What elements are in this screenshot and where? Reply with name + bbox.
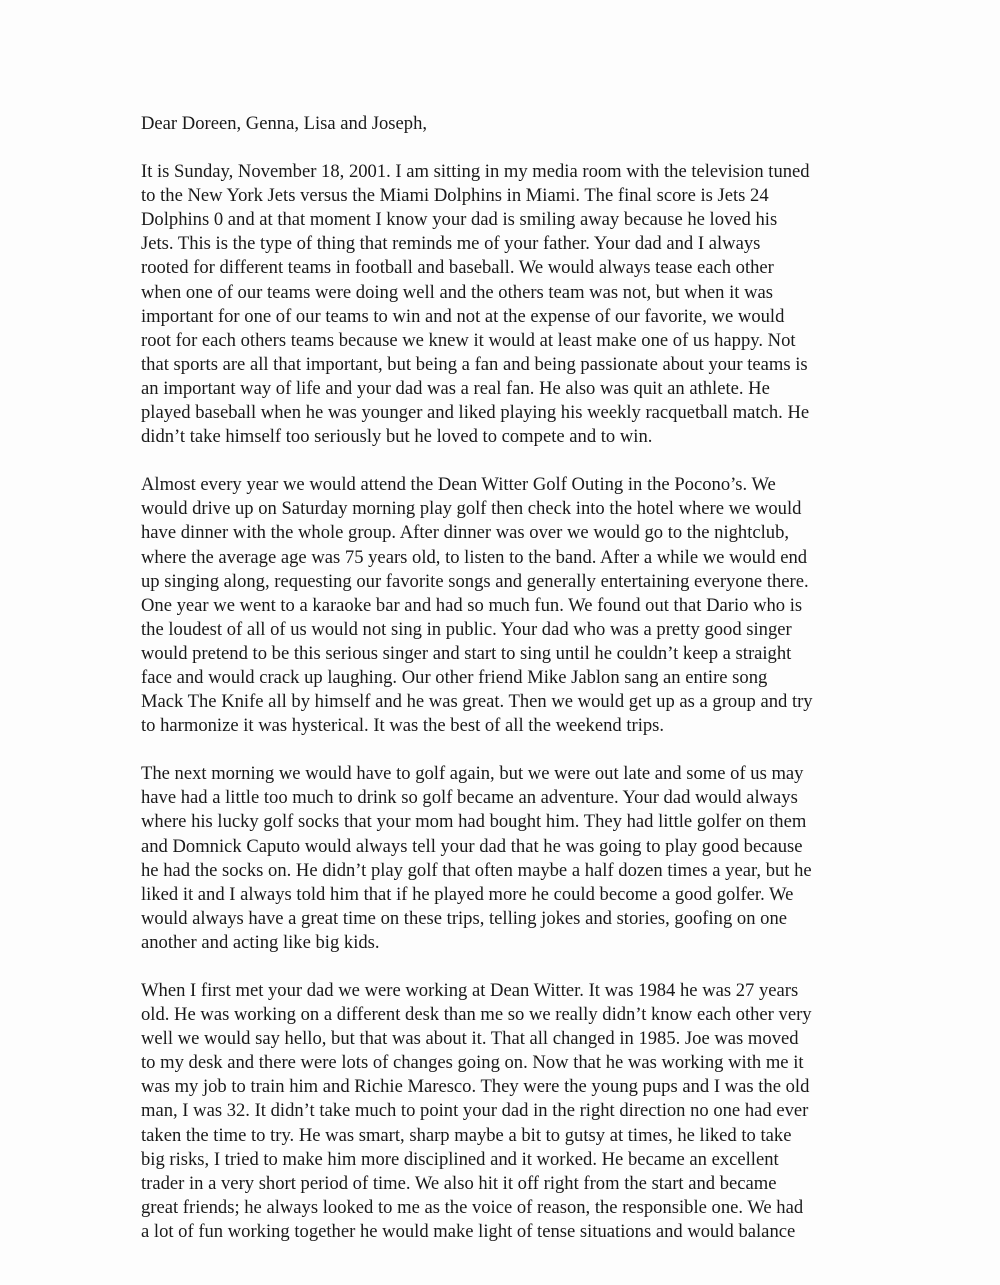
text-line: The next morning we would have to golf again, but we were out late and some of us may — [141, 763, 804, 785]
text-line: would drive up on Saturday morning play golf then check into the hotel where we would — [141, 498, 802, 520]
text-line: he had the socks on. He didn’t play golf that often maybe a half dozen times a year, but he — [141, 859, 812, 881]
text-line: trader in a very short period of time. We also hit it off right from the start and became — [141, 1172, 777, 1194]
paragraph — [141, 762, 871, 955]
text-line: to harmonize it was hysterical. It was the best of all the weekend trips. — [141, 715, 665, 737]
text-line: was my job to train him and Richie Maresco. They were the young pups and I was the old — [141, 1076, 810, 1098]
text-line: rooted for different teams in football and baseball. We would always tease each other — [141, 257, 774, 279]
text-line: When I first met your dad we were working at Dean Witter. It was 1984 he was 27 years — [141, 980, 799, 1001]
text-line: well we would say hello, but that was about it. That all changed in 1985. Joe was moved — [141, 1028, 799, 1050]
text-line: Mack The Knife all by himself and he was great. Then we would get up as a group and try — [141, 691, 813, 713]
text-line: played baseball when he was younger and liked playing his weekly racquetball match. He — [141, 402, 810, 424]
text-line: Dolphins 0 and at that moment I know your dad is smiling away because he loved his — [141, 209, 778, 231]
text-line: old. He was working on a different desk than me so we really didn’t know each other very — [141, 1004, 812, 1026]
text-line: have had a little too much to drink so golf became an adventure. Your dad would always — [141, 787, 798, 809]
text-line: root for each others teams because we knew it would at least make one of us happy. Not — [141, 329, 796, 351]
text-line: would pretend to be this serious singer and start to sing until he couldn’t keep a straight — [141, 642, 792, 664]
paragraph — [141, 160, 871, 449]
text-line: didn’t take himself too seriously but he loved to compete and to win. — [141, 426, 653, 448]
text-line: liked it and I always told him that if he played more he could become a good golfer. We — [141, 883, 794, 905]
text-line: It is Sunday, November 18, 2001. I am sitting in my media room with the television tuned — [141, 161, 810, 183]
text-line: taken the time to try. He was smart, sharp maybe a bit to gutsy at times, he liked to take — [141, 1124, 792, 1146]
text-line: and Domnick Caputo would always tell your dad that he was going to play good because — [141, 835, 803, 857]
text-line: to the New York Jets versus the Miami Dolphins in Miami. The final score is Jets 24 — [141, 185, 769, 207]
text-line: big risks, I tried to make him more disciplined and it worked. He became an excellent — [141, 1148, 779, 1170]
text-line: where the average age was 75 years old, to listen to the band. After a while we would end — [141, 546, 808, 568]
text-line: important for one of our teams to win and not at the expense of our favorite, we would — [141, 305, 785, 327]
text-line: a lot of fun working together he would make light of tense situations and would balance — [141, 1220, 796, 1242]
text-line: would always have a great time on these trips, telling jokes and stories, goofing on one — [141, 907, 787, 929]
text-line: One year we went to a karaoke bar and had so much fun. We found out that Dario who is — [141, 594, 803, 616]
text-line: face and would crack up laughing. Our other friend Mike Jablon sang an entire song — [141, 666, 768, 688]
text-line: great friends; he always looked to me as the voice of reason, the responsible one. We had — [141, 1196, 804, 1218]
text-line: the loudest of all of us would not sing in public. Your dad who was a pretty good singer — [141, 618, 792, 640]
paragraph — [141, 979, 871, 1244]
text-line: that sports are all that important, but being a fan and being passionate about your teams is — [141, 353, 808, 375]
paragraphs — [141, 160, 871, 1244]
text-line: have dinner with the whole group. After dinner was over we would go to the nightclub, — [141, 522, 790, 544]
text-line: when one of our teams were doing well and the others team was not, but when it was — [141, 281, 774, 303]
text-line: man, I was 32. It didn’t take much to point your dad in the right direction no one had ever — [141, 1100, 809, 1122]
text-line: to my desk and there were lots of changes going on. Now that he was working with me it — [141, 1052, 804, 1074]
salutation: Dear Doreen, Genna, Lisa and Joseph, — [141, 113, 428, 134]
letter-body — [141, 112, 871, 1244]
paragraph — [141, 473, 871, 738]
text-line: Jets. This is the type of thing that reminds me of your father. Your dad and I always — [141, 233, 761, 255]
text-line: another and acting like big kids. — [141, 931, 380, 953]
text-line: up singing along, requesting our favorite songs and generally entertaining everyone there. — [141, 570, 809, 592]
text-line: an important way of life and your dad was a real fan. He also was quit an athlete. He — [141, 377, 770, 399]
text-line: Almost every year we would attend the Dean Witter Golf Outing in the Pocono’s. We — [141, 474, 776, 496]
text-line: where his lucky golf socks that your mom had bought him. They had little golfer on them — [141, 811, 807, 833]
